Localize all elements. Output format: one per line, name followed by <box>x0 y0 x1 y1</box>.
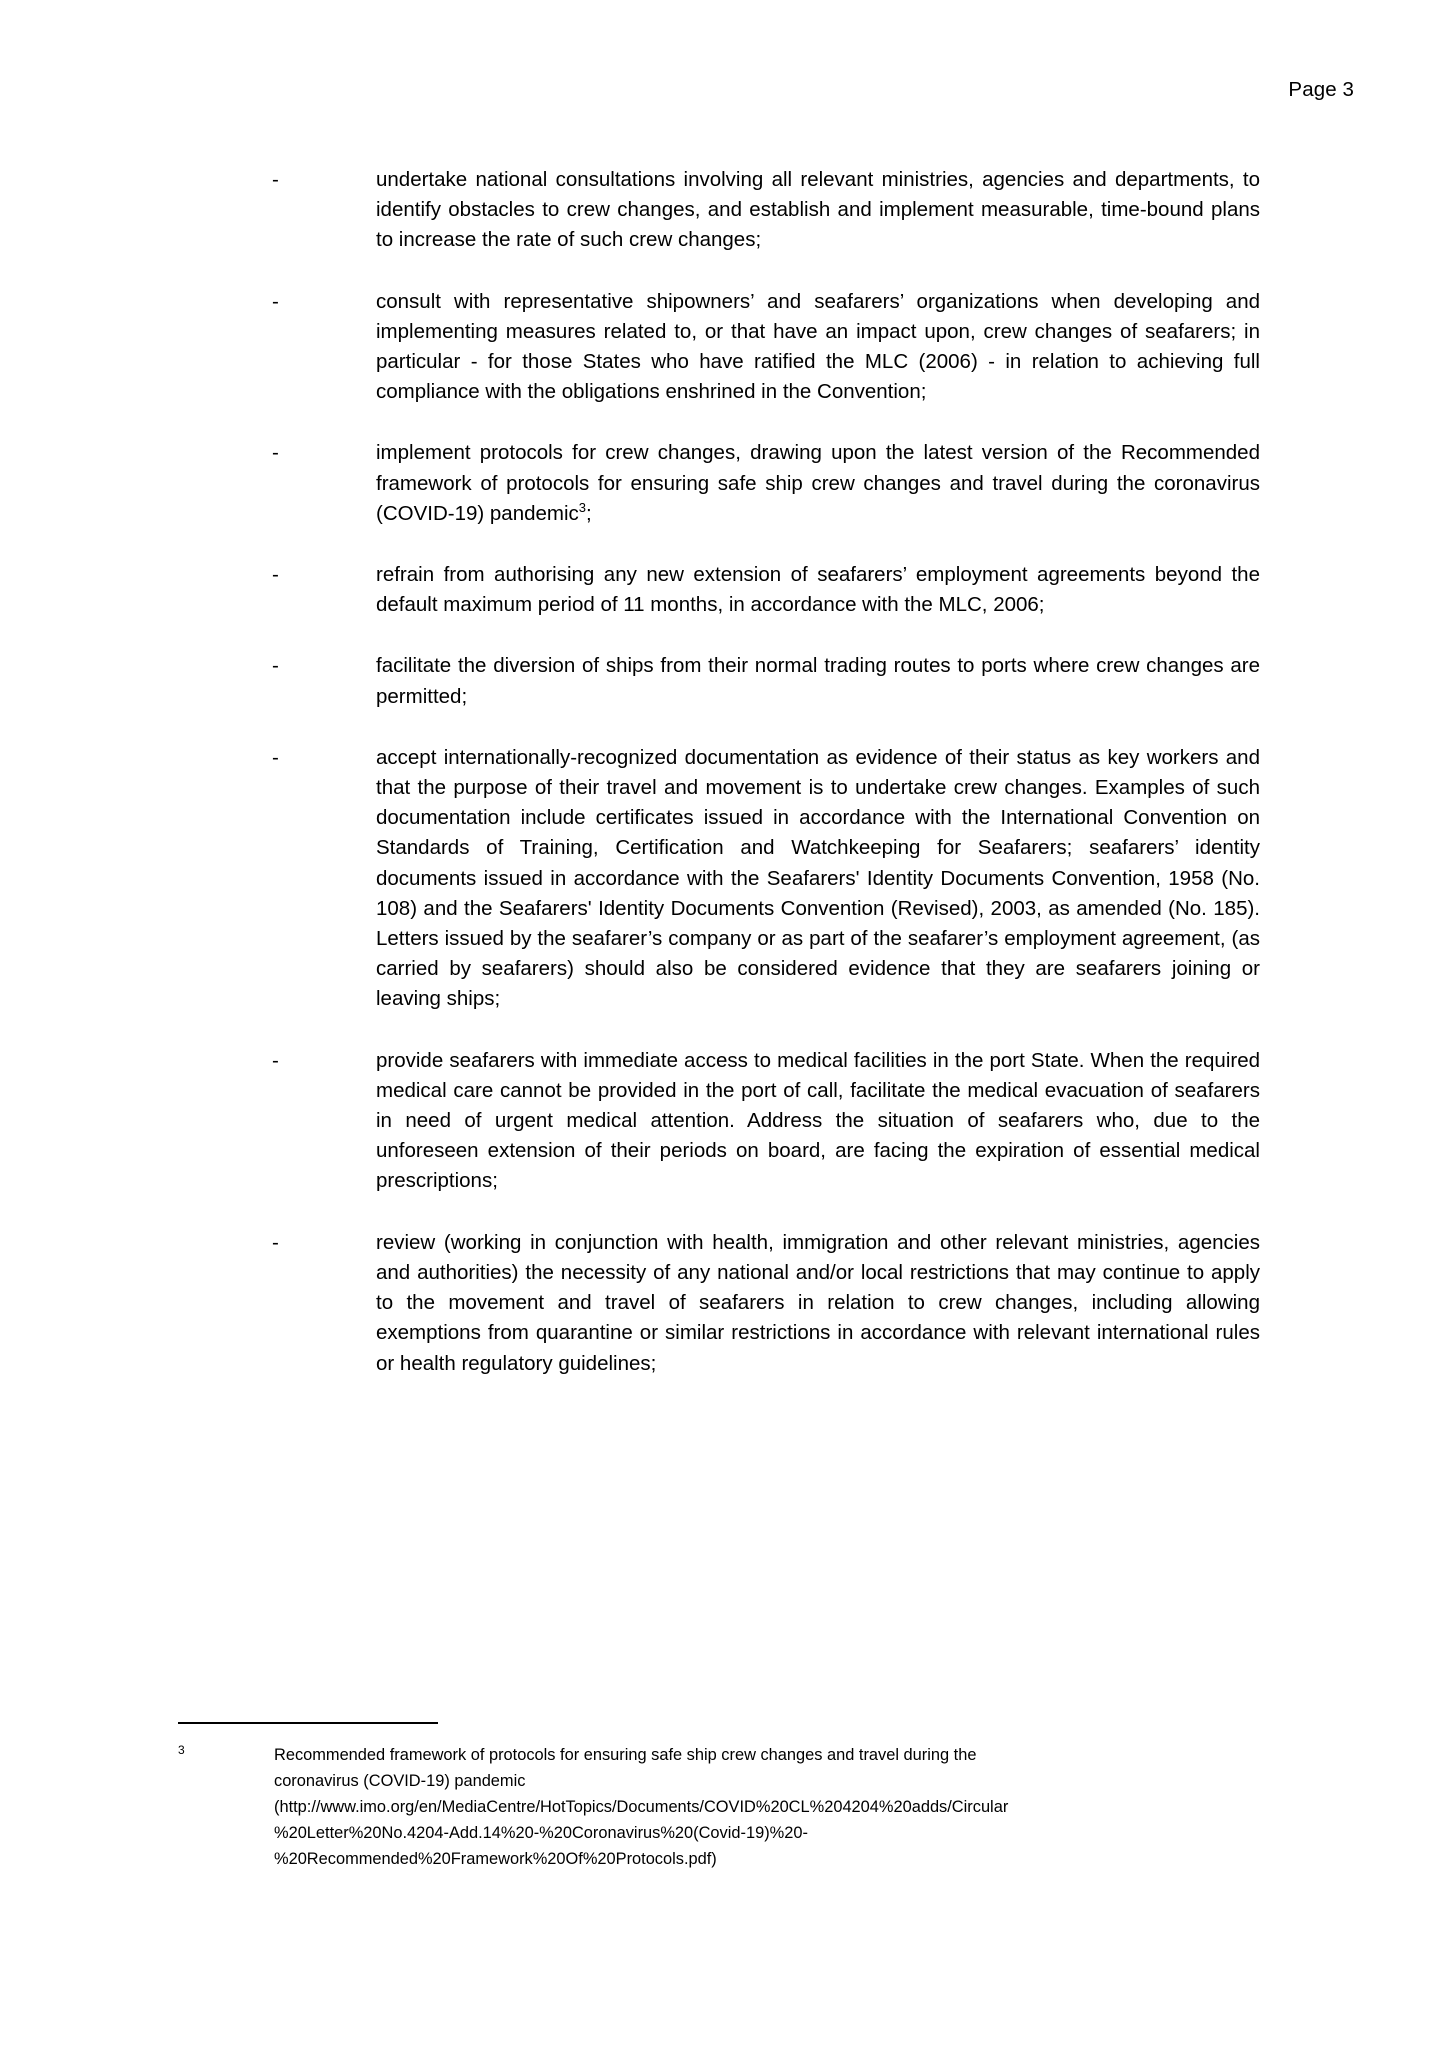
bullet-dash: - <box>272 168 279 191</box>
list-item <box>272 1046 1260 1197</box>
footnote-url-line: (http://www.imo.org/en/MediaCentre/HotTopics/Documents/COVID%20CL%204204%20adds/Circular <box>274 1798 1009 1816</box>
bullet-dash: - <box>272 745 279 769</box>
list-item <box>272 1228 1260 1379</box>
footnote-url-line: %20Letter%20No.4204-Add.14%20-%20Coronavirus%20(Covid-19)%20- <box>274 1824 808 1842</box>
footnote-line: Recommended framework of protocols for ensuring safe ship crew changes and travel during the <box>274 1746 977 1764</box>
bullet-dash: - <box>272 441 279 465</box>
list-item <box>272 438 1260 529</box>
page-number-header: Page 3 <box>1288 78 1354 101</box>
list-item <box>272 287 1260 408</box>
footnote-separator-rule <box>178 1722 438 1724</box>
list-item <box>272 560 1260 620</box>
footnote-url-line: %20Recommended%20Framework%20Of%20Protocols.pdf) <box>274 1850 717 1868</box>
bullet-dash: - <box>272 563 279 587</box>
footnote-line: coronavirus (COVID-19) pandemic <box>274 1772 526 1790</box>
list-item <box>272 165 1260 256</box>
bullet-dash: - <box>272 289 279 313</box>
list-item-text: facilitate the diversion of ships from their normal trading routes to ports where crew changes are permitted; <box>376 654 1260 708</box>
list-item-text: accept internationally-recognized documentation as evidence of their status as key workers and that the purpose of their travel and movement is to undertake crew changes. Examples of such documentation include certificates issued in accordance with the International Convention on Standards of Training, Certification and Watchkeeping for Seafarers; seafarers’ identity documents issued in accordance with the Seafarers' Identity Documents Convention, 1958 (No. 108) and the Seafarers' Identity Documents Convention (Revised), 2003, as amended (No. 185). Letters issued by the seafarer’s company or as part of the seafarer’s employment agreement, (as carried by seafarers) should also be considered evidence that they are seafarers joining or leaving ships; <box>376 745 1260 1011</box>
list-item <box>272 743 1260 1015</box>
list-item-text <box>376 438 1260 529</box>
list-item-text: review (working in conjunction with health, immigration and other relevant ministries, agencies and authorities) the necessity of any national and/or local restrictions that may continue to apply to the movement and travel of seafarers in relation to crew changes, including allowing exemptions from quarantine or similar restrictions in accordance with relevant international rules or health regulatory guidelines; <box>376 1230 1260 1375</box>
list-item-text-main: implement protocols for crew changes, drawing upon the latest version of the Recommended framework of protocols for ensuring safe ship crew changes and travel during the coronavirus (COVID-19) pandemic <box>376 441 1260 525</box>
footnote-reference[interactable]: 3 <box>578 500 587 515</box>
footnote-marker: 3 <box>178 1743 185 1757</box>
bullet-dash: - <box>272 654 279 678</box>
list-item <box>272 651 1260 711</box>
footnote-text <box>274 1742 1278 1872</box>
list-item-text-tail: ; <box>586 501 592 525</box>
bullet-dash: - <box>272 1230 279 1254</box>
list-item-text: provide seafarers with immediate access to medical facilities in the port State. When the required medical care cannot be provided in the port of call, facilitate the medical evacuation of seafarers in need of urgent medical attention. Address the situation of seafarers who, due to the unforeseen extension of their periods on board, are facing the expiration of essential medical prescriptions; <box>376 1048 1260 1193</box>
footnote-entry <box>178 1742 1278 1872</box>
footnote-section <box>178 1722 1278 1872</box>
list-item-text: consult with representative shipowners’ and seafarers’ organizations when developing and implementing measures related to, or that have an impact upon, crew changes of seafarers; in particular - for those States who have ratified the MLC (2006) - in relation to achieving full compliance with the obligations enshrined in the Convention; <box>376 289 1260 404</box>
list-item-text: undertake national consultations involving all relevant ministries, agencies and departments, to identify obstacles to crew changes, and establish and implement measurable, time-bound plans to increase the rate of such crew changes; <box>376 168 1260 252</box>
list-item-text: refrain from authorising any new extension of seafarers’ employment agreements beyond the default maximum period of 11 months, in accordance with the MLC, 2006; <box>376 563 1260 617</box>
bullet-dash: - <box>272 1048 279 1072</box>
bullet-list <box>272 165 1260 1379</box>
